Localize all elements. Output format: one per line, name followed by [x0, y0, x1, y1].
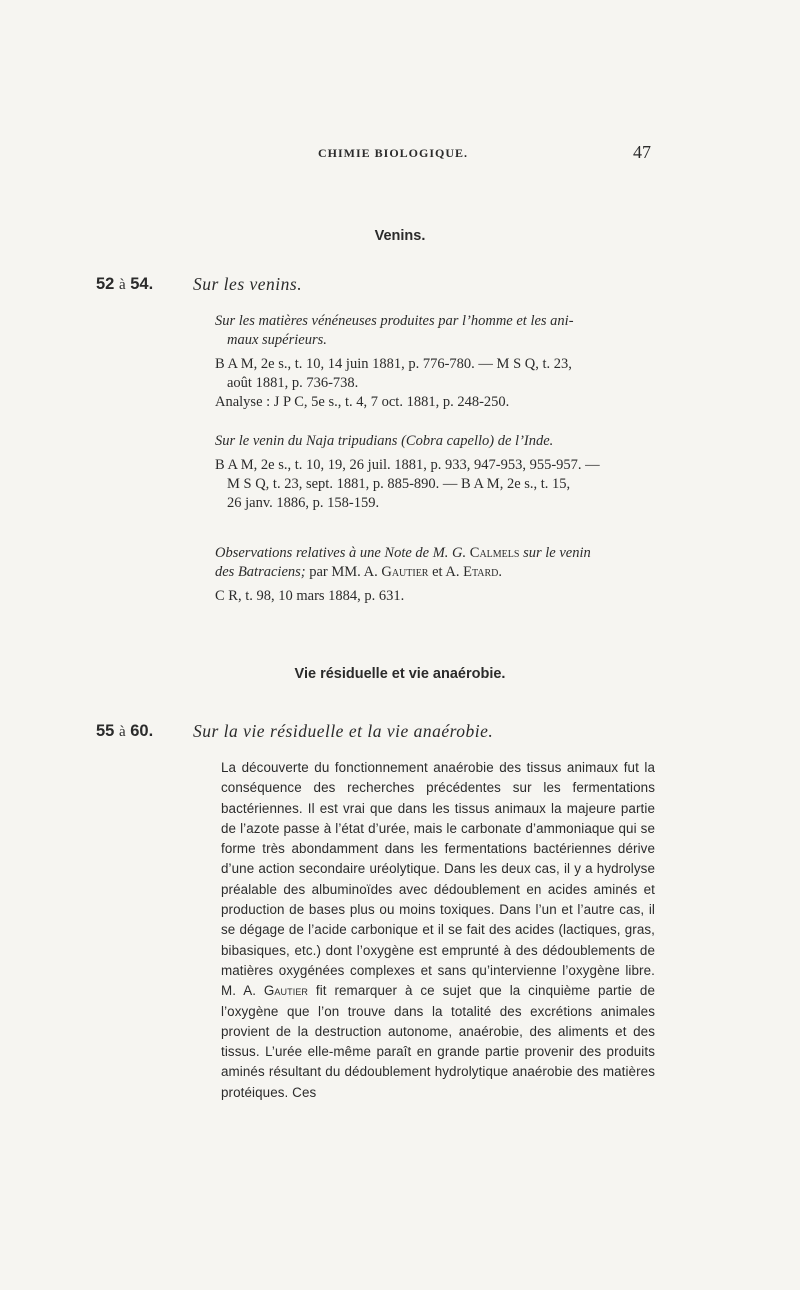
entry-title-vie-residuelle: Sur la vie résiduelle et la vie anaérobie. — [193, 721, 494, 741]
title-part: et A. — [428, 564, 464, 580]
title-part: des Batraciens; — [215, 564, 306, 580]
citation-line: Analyse : J P C, 5e s., t. 4, 7 oct. 1881, p. 248-250. — [215, 394, 510, 410]
paragraph-text: fit remarquer à ce sujet que la cinquième partie de l’oxygène que l’on trouve dans la totalité des excrétions animales provient de la destruction autonome, anaérobie, des aliments et des tissus. L’urée elle-même paraît en grande partie provenir des produits aminés résultant du dédoublement hydrolytique anaérobie des matières protéiques. Ces — [221, 983, 656, 1100]
paragraph-text: La découverte du fonctionnement anaérobie des tissus animaux fut la conséquence des recherches précédentes sur les fermentations bactériennes. Il est vrai que dans les tissus animaux la majeure partie de l’azote passe à l’état d’urée, mais le carbonate d’ammoniaque qui se forme très abondamment dans les fermentations bactériennes dérive d’une action secondaire uréolytique. Dans les deux cas, il y a hydrolyse préalable des albuminoïdes avec dédoublement en acides aminés et production de bases plus ou moins toxiques. Dans l’un et l’autre cas, il se dégage de l’acide carbonique et il se fait des acides (lactiques, gras, bibasiques, etc.) dont l’oxygène est emprunté à des dédoublements de matières oxygénées complexes et sans qu’intervienne l’oxygène libre. M. A. — [221, 760, 655, 999]
section-heading-vie-residuelle: Vie résiduelle et vie anaérobie. — [294, 666, 506, 682]
reference-3 — [215, 544, 655, 606]
entry-number-52-54 — [96, 275, 153, 294]
body-paragraph — [221, 758, 655, 1103]
entry-number-end: 54. — [130, 275, 154, 293]
citation-line: B A M, 2e s., t. 10, 19, 26 juil. 1881, p. 933, 947-953, 955-957. — — [215, 457, 600, 473]
entry-number-to: à — [118, 277, 126, 293]
reference-2 — [215, 432, 655, 513]
running-title: CHIMIE BIOLOGIQUE. — [318, 146, 469, 160]
citation-line: C R, t. 98, 10 mars 1884, p. 631. — [215, 588, 405, 604]
reference-title-cont — [215, 563, 655, 582]
author-name: Gautier — [263, 983, 309, 999]
page-number: 47 — [633, 142, 651, 162]
section-heading-venins: Venins. — [374, 228, 426, 244]
reference-title-cont: maux supérieurs. — [227, 332, 327, 348]
reference-1 — [215, 312, 655, 412]
citation-line: août 1881, p. 736-738. — [227, 375, 359, 391]
citation-line: B A M, 2e s., t. 10, 14 juin 1881, p. 776-780. — M S Q, t. 23, — [215, 356, 572, 372]
reference-title — [215, 544, 655, 563]
title-part: sur le venin — [519, 545, 591, 561]
entry-number-start: 52 — [96, 275, 115, 293]
title-part: par MM. A. — [305, 564, 382, 580]
entry-number-to: à — [118, 724, 126, 740]
entry-number-end: 60. — [130, 722, 154, 740]
author-name: Etard — [463, 564, 499, 580]
citation-line: 26 janv. 1886, p. 158-159. — [227, 495, 380, 511]
reference-title: Sur le venin du Naja tripudians (Cobra capello) de l’Inde. — [215, 433, 554, 449]
entry-title-venins: Sur les venins. — [193, 274, 303, 294]
author-name: Calmels — [469, 545, 520, 561]
reference-title: Sur les matières vénéneuses produites par l’homme et les ani- — [215, 313, 574, 329]
entry-number-55-60 — [96, 722, 153, 741]
author-name: Gautier — [381, 564, 429, 580]
entry-number-start: 55 — [96, 722, 115, 740]
title-part: Observations relatives à une Note de M. G. — [215, 545, 470, 561]
running-header — [0, 142, 800, 166]
title-part: . — [498, 564, 503, 580]
citation-line: M S Q, t. 23, sept. 1881, p. 885-890. — B A M, 2e s., t. 15, — [227, 476, 571, 492]
